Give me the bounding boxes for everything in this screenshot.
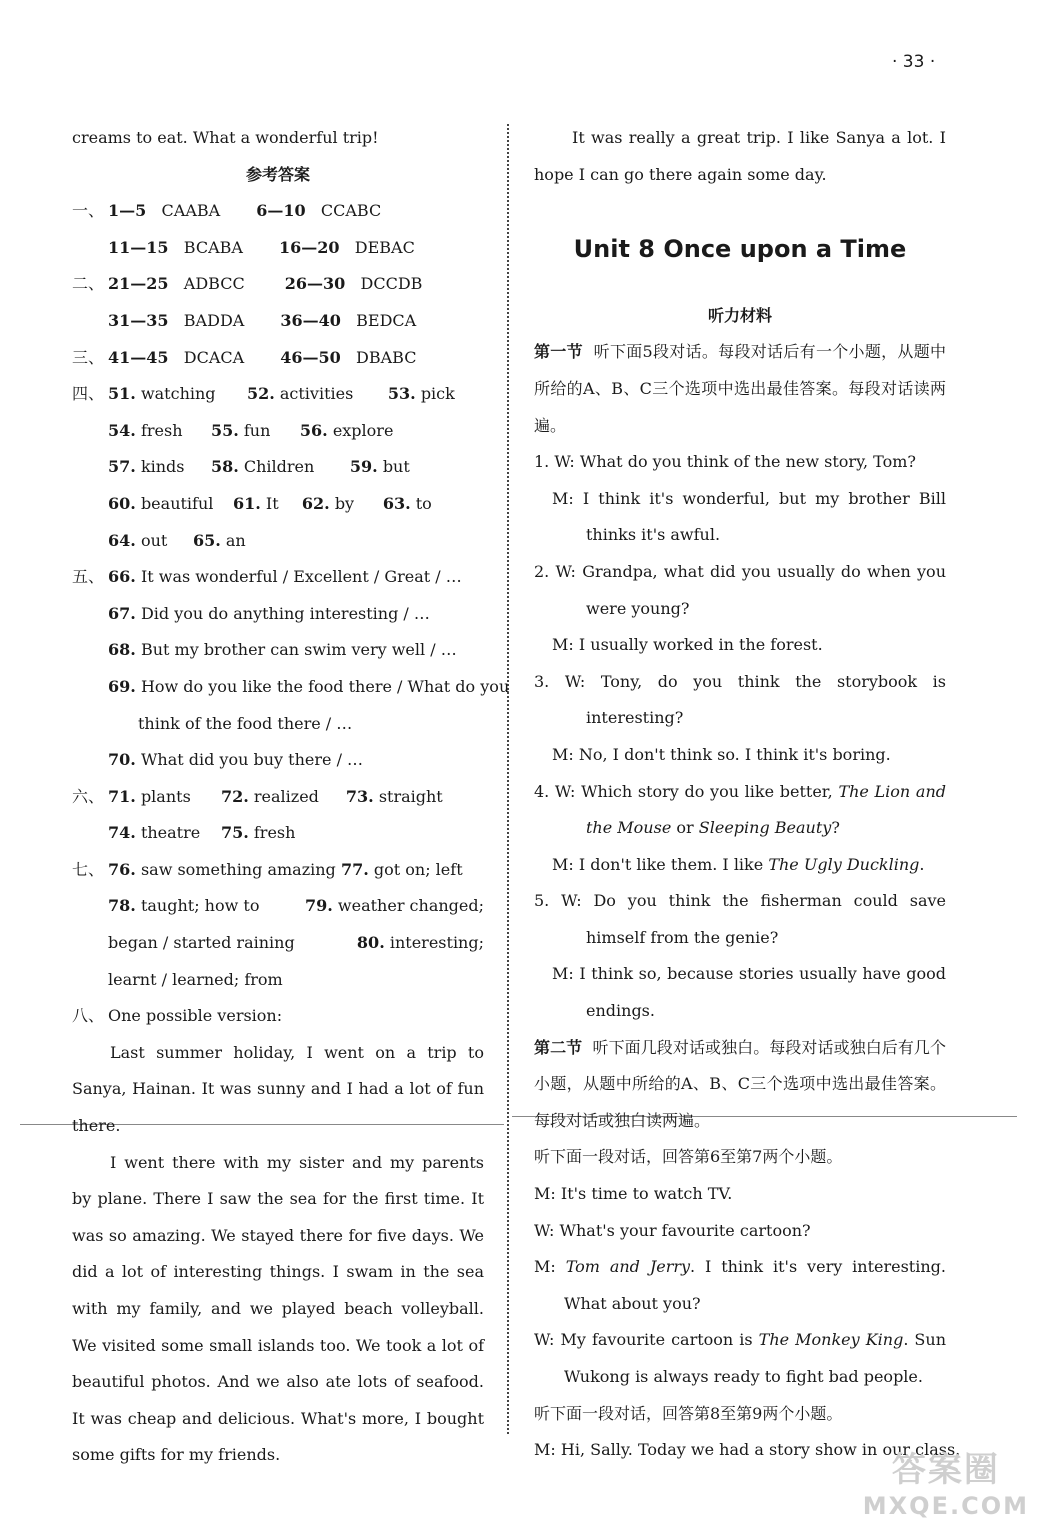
answer-value: BEDCA (356, 310, 417, 330)
dialogue-text: I don't like them. I like (578, 854, 764, 874)
answer-num: 67. (108, 603, 136, 623)
answer-value: kinds (140, 457, 185, 477)
cartoon-title: The Monkey King (758, 1330, 904, 1350)
section-instructions (534, 1030, 946, 1140)
speaker: 3. W: (534, 671, 586, 691)
dialogue-text: ? (831, 818, 840, 838)
speaker: M: (534, 1184, 556, 1204)
answer-num: 54. (108, 420, 136, 440)
answer-num: 63. (382, 493, 411, 513)
answer-value: got on; left (373, 859, 463, 879)
dialogue-line (534, 774, 946, 847)
answer-value: BCABA (183, 237, 243, 257)
answer-row (72, 559, 484, 596)
answer-num: 73. (345, 786, 374, 806)
left-column (72, 120, 510, 1474)
answer-value: What did you buy there / … (140, 750, 364, 770)
cartoon-title: Tom and Jerry (565, 1257, 691, 1277)
answer-value: by (334, 493, 355, 513)
intro-tail: creams to eat. What a wonderful trip! (72, 128, 379, 147)
dialogue-text: I usually worked in the forest. (578, 635, 823, 655)
right-column (534, 120, 961, 1469)
essay-intro: One possible version: (108, 1006, 283, 1026)
speaker: M: (552, 488, 574, 508)
speaker: W: (534, 1220, 555, 1240)
answer-value: fun (243, 420, 271, 440)
answer-row (72, 449, 484, 486)
dialogue-line (534, 847, 946, 884)
dialogue-text: What's your favourite cartoon? (559, 1220, 811, 1240)
dialogue-text: No, I don't think so. I think it's boring. (578, 744, 891, 764)
answer-num: 1—5 (108, 201, 147, 221)
answer-value: Did you do anything interesting / … (140, 603, 430, 623)
answer-num: 51. (108, 384, 136, 404)
answer-num: 74. (108, 823, 136, 843)
answer-num: 41—45 (108, 347, 169, 367)
answer-value: but (382, 457, 410, 477)
answer-num: 6—10 (256, 201, 306, 221)
answer-num: 60. (108, 493, 136, 513)
dialogue-text: or (676, 818, 694, 838)
answer-num: 65. (192, 530, 221, 550)
section-label: 三、 (72, 347, 105, 367)
answer-num: 58. (210, 457, 239, 477)
answer-value: beautiful (140, 493, 214, 513)
answer-row (72, 596, 484, 633)
answer-num: 68. (108, 640, 136, 660)
dialogue-line (534, 627, 946, 664)
answer-num: 79. (304, 896, 333, 916)
dialogue-line (534, 664, 946, 737)
answer-num: 59. (349, 457, 378, 477)
answer-row (72, 303, 484, 340)
answer-num: 21—25 (108, 274, 169, 294)
page-number: · 33 · (892, 52, 936, 72)
speaker: M: (552, 635, 574, 655)
answer-row (72, 998, 484, 1035)
dialogue-text: What do you think of the new story, Tom? (579, 452, 916, 472)
answer-value: interesting; (389, 933, 484, 953)
section-label: 六、 (72, 786, 105, 806)
answer-value: realized (253, 786, 319, 806)
answer-value: It (265, 493, 279, 513)
answer-num: 77. (340, 859, 369, 879)
answer-value: began / started raining (108, 933, 295, 953)
section-instructions (534, 334, 946, 444)
answer-num: 69. (108, 676, 136, 696)
speaker: M: (552, 854, 574, 874)
answer-value: ADBCC (183, 274, 245, 294)
answer-value: to (415, 493, 432, 513)
answer-value: taught; how to (140, 896, 260, 916)
answer-value: CAABA (161, 201, 221, 221)
answer-num: 75. (220, 823, 249, 843)
speaker: M: (552, 744, 574, 764)
dialogue-text: Hi, Sally. Today we had a story show in our class. (560, 1440, 961, 1460)
answer-value: learnt / learned; from (108, 969, 283, 989)
answer-num: 31—35 (108, 310, 169, 330)
answer-row (72, 413, 484, 450)
answer-num: 64. (108, 530, 136, 550)
speaker: 5. W: (534, 891, 582, 911)
unit-title: Unit 8 Once upon a Time (573, 235, 907, 264)
answer-value: activities (279, 384, 354, 404)
answer-row (72, 852, 484, 889)
speaker: 4. W: (534, 781, 576, 801)
dialogue-text: I think so, because stories usually have good endings. (579, 964, 946, 1021)
answer-num: 53. (387, 384, 416, 404)
answer-num: 26—30 (284, 274, 346, 294)
answer-row (72, 230, 484, 267)
speaker: M: (534, 1257, 556, 1277)
answer-num: 46—50 (280, 347, 341, 367)
answer-num: 66. (108, 567, 136, 587)
answer-row (72, 266, 484, 303)
answer-num: 55. (210, 420, 239, 440)
answer-row (72, 669, 510, 706)
dialogue-line (534, 956, 946, 1029)
dialogue-line (534, 481, 946, 554)
answer-row (72, 486, 484, 523)
answer-row (72, 815, 484, 852)
answer-num: 78. (108, 896, 136, 916)
answer-num: 56. (299, 420, 328, 440)
answer-value: CCABC (320, 201, 382, 221)
speaker: M: (534, 1440, 556, 1460)
speaker: M: (552, 964, 574, 984)
answer-num: 80. (356, 933, 385, 953)
essay-paragraph: Last summer holiday, I went on a trip to Sanya, Hainan. It was sunny and I had a lot of fun there. (72, 1042, 484, 1136)
dialogue-line (534, 1322, 946, 1395)
speaker: W: (534, 1330, 555, 1350)
dialogue-line (534, 1249, 946, 1322)
answer-value: theatre (140, 823, 201, 843)
answer-row (72, 340, 484, 377)
answer-num: 62. (301, 493, 330, 513)
answer-value: Children (243, 457, 315, 477)
instruction-text: 听下面几段对话或独白。每段对话或独白后有几个小题，从题中所给的A、B、C三个选项中选出最佳答案。每段对话或独白读两遍。 (534, 1037, 946, 1130)
dialogue-text: I think it's wonderful, but my brother Bill thinks it's awful. (582, 488, 946, 545)
answer-value: out (140, 530, 168, 550)
answer-row (72, 632, 484, 669)
answer-value: DCCDB (360, 274, 423, 294)
section-label: 第一节 (534, 342, 583, 362)
story-title: Sleeping Beauty (698, 818, 832, 838)
story-title: The Ugly Duckling (768, 854, 920, 874)
answer-num: 16—20 (278, 237, 340, 257)
dialogue-text: It's time to watch TV. (560, 1184, 733, 1204)
watermark-line: MXQE.COM (862, 1492, 1029, 1520)
answer-value: DCACA (183, 347, 245, 367)
section-label: 五、 (72, 567, 105, 587)
answer-num: 61. (232, 493, 261, 513)
dialogue-line (534, 883, 946, 956)
watermark-line: 答案圈 (891, 1450, 1000, 1490)
answer-num: 72. (220, 786, 249, 806)
answer-value: explore (332, 420, 394, 440)
answer-row (72, 925, 484, 962)
dialogue-line (534, 554, 946, 627)
answer-num: 70. (108, 750, 136, 770)
answer-value: BADDA (183, 310, 245, 330)
dialogue-line (534, 1213, 946, 1250)
answer-num: 57. (108, 457, 136, 477)
answer-num: 76. (108, 859, 136, 879)
dialogue-text: . Sun Wukong is always ready to fight bad people. (564, 1330, 947, 1386)
answer-row (72, 742, 484, 779)
answer-value: saw something amazing (140, 859, 336, 879)
answer-row (72, 193, 484, 230)
dialogue-line (534, 737, 946, 774)
essay-paragraph: I went there with my sister and my parents by plane. There I saw the sea for the first time. It was so amazing. We stayed there for five days. We did a lot of interesting things. I swam in the sea with my family, and we played beach volleyball. We visited some small islands too. We took a lot of beautiful photos. And we also ate lots of seafood. It was cheap and delicious. What's more, I bought some gifts for my friends. (72, 1152, 484, 1465)
answer-num: 52. (246, 384, 275, 404)
section-label: 二、 (72, 274, 105, 294)
answer-value: straight (378, 786, 443, 806)
dialogue-text: Tony, do you think the storybook is interesting? (586, 671, 947, 728)
section-label: 七、 (72, 859, 105, 879)
answer-num: 71. (108, 786, 136, 806)
answer-value: pick (420, 384, 455, 404)
answer-value: fresh (140, 420, 183, 440)
dialogue-text: Which story do you like better, (581, 781, 833, 801)
instruction-text: 听下面5段对话。每段对话后有一个小题，从题中所给的A、B、C三个选项中选出最佳答案。每段对话读两遍。 (534, 342, 946, 435)
speaker: 1. W: (534, 452, 575, 472)
answer-value: weather changed; (337, 896, 484, 916)
answer-num: 11—15 (108, 237, 169, 257)
answer-value: How do you like the food there / What do you (140, 676, 510, 696)
section-label: 八、 (72, 1006, 105, 1026)
dialogue-line (534, 444, 946, 481)
answer-row (72, 376, 484, 413)
answer-num: 36—40 (280, 310, 341, 330)
answer-value: But my brother can swim very well / … (140, 640, 457, 660)
answer-value: plants (140, 786, 191, 806)
answer-value: think of the food there / … (138, 713, 353, 733)
answer-value: an (225, 530, 246, 550)
dialogue-text: . (919, 854, 925, 874)
column-divider (507, 124, 509, 1434)
listening-title: 听力材料 (707, 305, 772, 325)
section-label: 第二节 (534, 1037, 583, 1057)
answer-value: fresh (253, 823, 296, 843)
answer-row (72, 779, 484, 816)
answer-value: DBABC (356, 347, 417, 367)
previous-essay-tail: It was really a great trip. I like Sanya a lot. I hope I can go there again some day. (534, 128, 946, 184)
section-label: 四、 (72, 384, 105, 404)
speaker: 2. W: (534, 561, 576, 581)
answer-row (72, 523, 484, 560)
watermark-logo (863, 1452, 1029, 1524)
question-prompt: 听下面一段对话，回答第6至第7两个小题。 (534, 1147, 843, 1167)
story-title: The Lion and the Mouse (586, 781, 946, 838)
answer-row (72, 962, 484, 999)
answer-row (72, 706, 484, 743)
answer-value: watching (140, 384, 216, 404)
dialogue-line (534, 1176, 946, 1213)
dialogue-text: Grandpa, what did you usually do when you were young? (582, 561, 946, 618)
dialogue-text: Do you think the fisherman could save himself from the genie? (586, 891, 947, 947)
question-prompt: 听下面一段对话，回答第8至第9两个小题。 (534, 1403, 843, 1423)
dialogue-text: . I think it's very interesting. What about you? (564, 1257, 946, 1313)
dialogue-text: My favourite cartoon is (560, 1330, 753, 1350)
answers-title: 参考答案 (245, 164, 310, 184)
answer-row (72, 888, 484, 925)
answer-value: DEBAC (354, 237, 415, 257)
answer-value: It was wonderful / Excellent / Great / … (140, 567, 462, 587)
section-label: 一、 (72, 201, 105, 221)
